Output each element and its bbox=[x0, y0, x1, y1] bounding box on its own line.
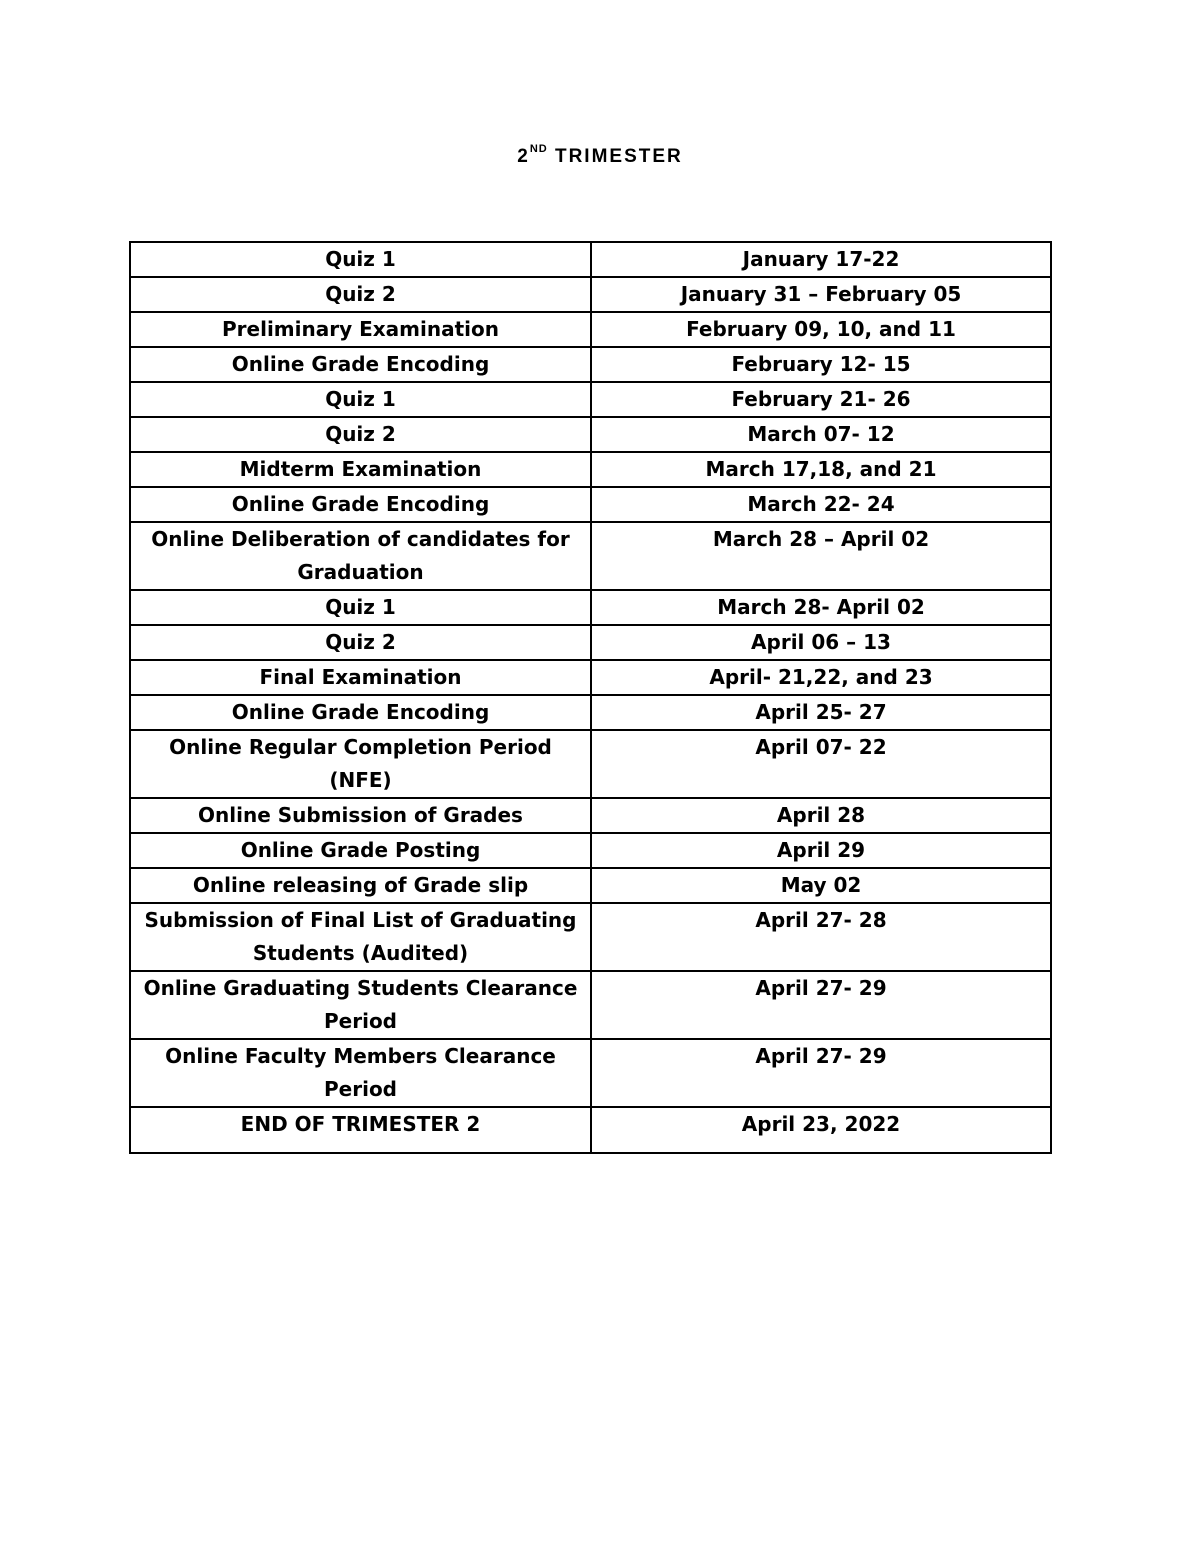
activity-cell: Submission of Final List of Graduating Students (Audited) bbox=[130, 903, 591, 971]
schedule-table-body bbox=[130, 242, 1051, 1153]
activity-cell: Online Regular Completion Period (NFE) bbox=[130, 730, 591, 798]
table-row bbox=[130, 417, 1051, 452]
table-row bbox=[130, 868, 1051, 903]
date-cell: February 12- 15 bbox=[591, 347, 1051, 382]
table-row bbox=[130, 1039, 1051, 1107]
date-cell: April 28 bbox=[591, 798, 1051, 833]
date-cell: April 25- 27 bbox=[591, 695, 1051, 730]
table-row bbox=[130, 1107, 1051, 1153]
date-cell: January 17-22 bbox=[591, 242, 1051, 277]
activity-cell: Online Grade Encoding bbox=[130, 347, 591, 382]
activity-cell: END OF TRIMESTER 2 bbox=[130, 1107, 591, 1153]
table-row bbox=[130, 730, 1051, 798]
activity-cell: Quiz 1 bbox=[130, 242, 591, 277]
title-text: TRIMESTER bbox=[547, 146, 683, 167]
date-cell: March 17,18, and 21 bbox=[591, 452, 1051, 487]
date-cell: March 22- 24 bbox=[591, 487, 1051, 522]
activity-cell: Quiz 1 bbox=[130, 382, 591, 417]
table-row bbox=[130, 312, 1051, 347]
table-row bbox=[130, 971, 1051, 1039]
activity-cell: Midterm Examination bbox=[130, 452, 591, 487]
date-cell: April 23, 2022 bbox=[591, 1107, 1051, 1153]
date-cell: April 27- 28 bbox=[591, 903, 1051, 971]
activity-cell: Online Graduating Students Clearance Period bbox=[130, 971, 591, 1039]
title-number: 2 bbox=[517, 146, 530, 167]
date-cell: April 27- 29 bbox=[591, 1039, 1051, 1107]
date-cell: January 31 – February 05 bbox=[591, 277, 1051, 312]
date-cell: April 07- 22 bbox=[591, 730, 1051, 798]
activity-cell: Online releasing of Grade slip bbox=[130, 868, 591, 903]
date-cell: February 09, 10, and 11 bbox=[591, 312, 1051, 347]
activity-cell: Online Grade Encoding bbox=[130, 487, 591, 522]
activity-cell: Online Submission of Grades bbox=[130, 798, 591, 833]
date-cell: February 21- 26 bbox=[591, 382, 1051, 417]
date-cell: April 29 bbox=[591, 833, 1051, 868]
table-row bbox=[130, 487, 1051, 522]
title-ordinal-suffix: ND bbox=[529, 143, 548, 155]
date-cell: April- 21,22, and 23 bbox=[591, 660, 1051, 695]
activity-cell: Quiz 2 bbox=[130, 277, 591, 312]
table-row bbox=[130, 695, 1051, 730]
table-row bbox=[130, 242, 1051, 277]
table-row bbox=[130, 277, 1051, 312]
activity-cell: Final Examination bbox=[130, 660, 591, 695]
table-row bbox=[130, 903, 1051, 971]
activity-cell: Online Grade Encoding bbox=[130, 695, 591, 730]
activity-cell: Preliminary Examination bbox=[130, 312, 591, 347]
date-cell: March 28 – April 02 bbox=[591, 522, 1051, 590]
activity-cell: Quiz 2 bbox=[130, 417, 591, 452]
activity-cell: Quiz 2 bbox=[130, 625, 591, 660]
activity-cell: Online Grade Posting bbox=[130, 833, 591, 868]
table-row bbox=[130, 382, 1051, 417]
activity-cell: Online Deliberation of candidates for Graduation bbox=[130, 522, 591, 590]
table-row bbox=[130, 452, 1051, 487]
table-row bbox=[130, 625, 1051, 660]
activity-cell: Quiz 1 bbox=[130, 590, 591, 625]
date-cell: April 06 – 13 bbox=[591, 625, 1051, 660]
table-row bbox=[130, 347, 1051, 382]
table-row bbox=[130, 590, 1051, 625]
date-cell: March 28- April 02 bbox=[591, 590, 1051, 625]
page-title bbox=[0, 143, 1200, 168]
table-row bbox=[130, 798, 1051, 833]
date-cell: May 02 bbox=[591, 868, 1051, 903]
table-row bbox=[130, 522, 1051, 590]
date-cell: March 07- 12 bbox=[591, 417, 1051, 452]
activity-cell: Online Faculty Members Clearance Period bbox=[130, 1039, 591, 1107]
date-cell: April 27- 29 bbox=[591, 971, 1051, 1039]
table-row bbox=[130, 833, 1051, 868]
table-row bbox=[130, 660, 1051, 695]
schedule-table bbox=[129, 241, 1052, 1154]
